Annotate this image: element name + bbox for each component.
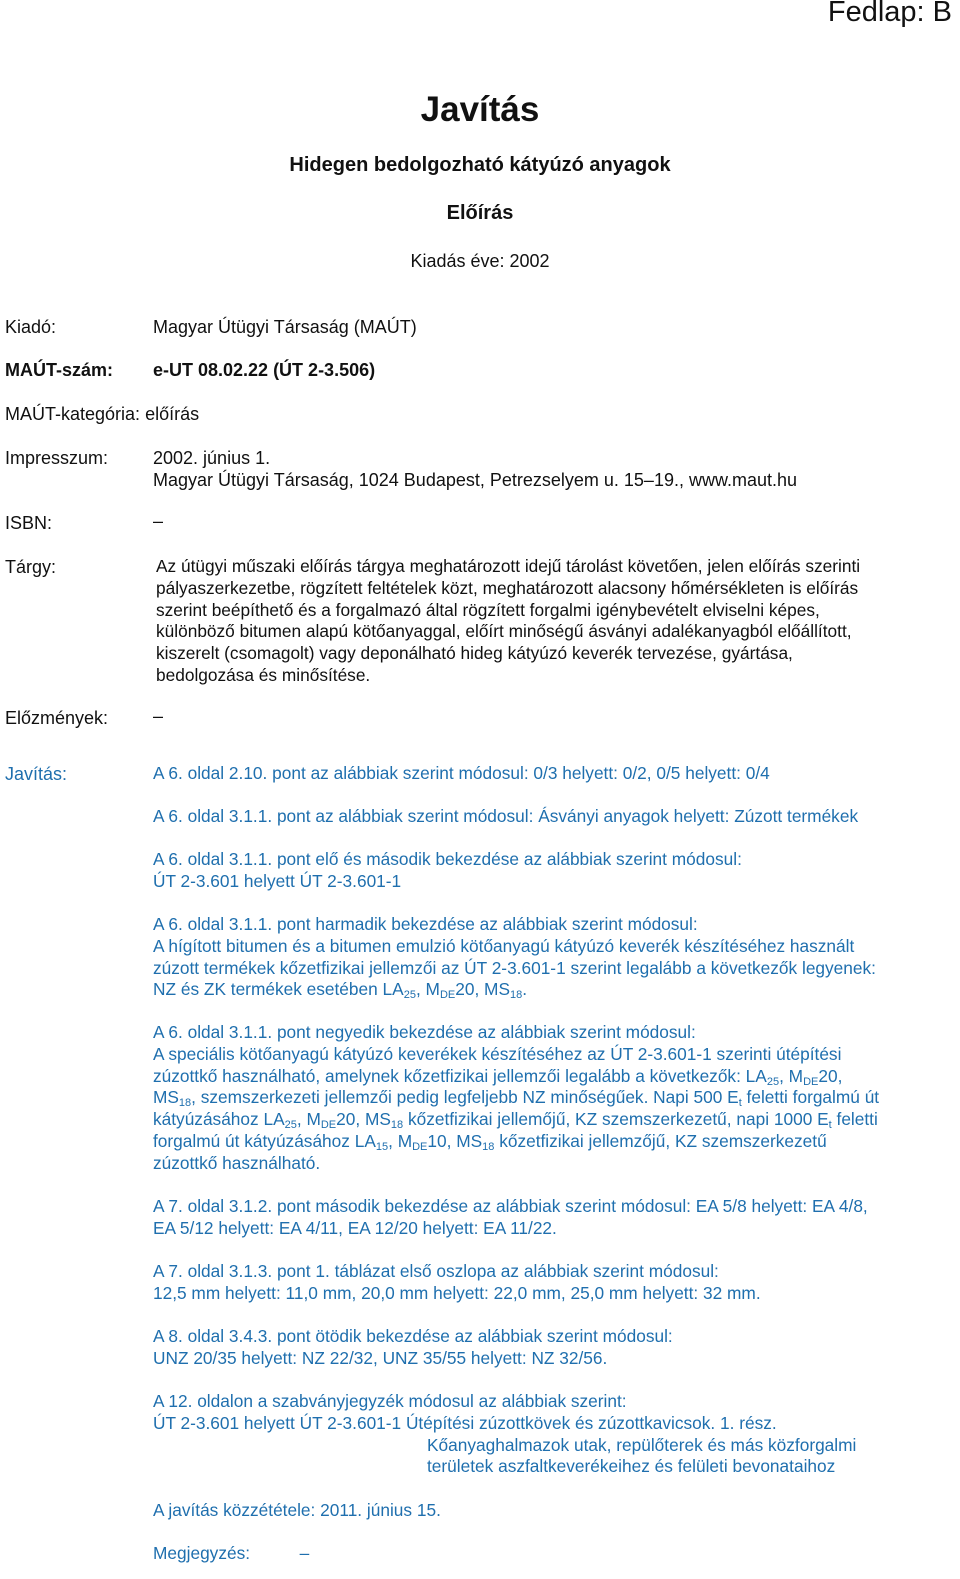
- correction-item-5: [153, 1022, 953, 1175]
- publisher-label: Kiadó:: [5, 317, 57, 337]
- history-value: –: [153, 706, 164, 726]
- corner-label: Fedlap: B: [827, 0, 952, 28]
- history-label: Előzmények:: [5, 708, 109, 728]
- correction-line: A 6. oldal 3.1.1. pont harmadik bekezdése az alábbiak szerint módosul:: [153, 914, 698, 934]
- correction-line: A 6. oldal 3.1.1. pont az alábbiak szerint módosul: Ásványi anyagok helyett: Zúzott termékek: [153, 806, 859, 826]
- correction-line: ÚT 2-3.601 helyett ÚT 2-3.601-1 Útépítési zúzottkövek és zúzottkavicsok. 1. rész.: [153, 1412, 777, 1433]
- correction-item-1: [153, 763, 953, 785]
- subject-line: Az útügyi műszaki előírás tárgya meghatározott idejű tárolást követően, jelen előírás szerinti: [156, 556, 861, 576]
- correction-line: ÚT 2-3.601 helyett ÚT 2-3.601-1: [153, 870, 402, 891]
- correction-line: 12,5 mm helyett: 11,0 mm, 20,0 mm helyett: 22,0 mm, 25,0 mm helyett: 32 mm.: [153, 1282, 761, 1303]
- category-value: előírás: [145, 404, 200, 424]
- subject-text: [156, 556, 946, 687]
- correction-line: Kőanyaghalmazok utak, repülőterek és más közforgalmi: [427, 1434, 857, 1455]
- correction-line: A hígított bitumen és a bitumen emulzió kötőanyagú kátyúzó keverék készítéséhez használt: [153, 935, 855, 956]
- subject-label: Tárgy:: [5, 557, 57, 577]
- correction-line: A 7. oldal 3.1.2. pont második bekezdése az alábbiak szerint módosul: EA 5/8 helyett: EA 4/8,: [153, 1196, 868, 1216]
- correction-line: zúzott termékek kőzetfizikai jellemzői az ÚT 2-3.601-1 szerint legalább a következők legyenek:: [153, 957, 876, 978]
- isbn-label: ISBN:: [5, 513, 53, 533]
- correction-line: területek aszfaltkeverékeihez és felületi bevonataihoz: [427, 1456, 836, 1477]
- correction-label: Javítás:: [5, 764, 68, 784]
- category-row: [5, 403, 199, 425]
- document-number-value: e-UT 08.02.22 (ÚT 2-3.506): [153, 360, 376, 380]
- correction-line: A 7. oldal 3.1.3. pont 1. táblázat első oszlopa az alábbiak szerint módosul:: [153, 1261, 719, 1281]
- publication-date-text: A javítás közzététele: 2011. június 15.: [153, 1500, 441, 1520]
- imprint-label: Impresszum:: [5, 448, 109, 468]
- correction-item-4: [153, 914, 953, 1001]
- note-label: Megjegyzés:: [153, 1543, 251, 1563]
- correction-line: forgalmú út kátyúzásához $LA_{15}$, $M_{DE}10$, $MS_{18}$ kőzetfizikai jellemzőjű, KZ szemszerkezetű: [153, 1130, 827, 1153]
- imprint-date: 2002. június 1.: [153, 448, 271, 468]
- correction-line: zúzottkő használható.: [153, 1152, 321, 1173]
- note-value: –: [299, 1543, 310, 1563]
- publisher-value: Magyar Útügyi Társaság (MAÚT): [153, 317, 417, 337]
- document-number-label: MAÚT-szám:: [5, 360, 114, 380]
- subject-line: különböző bitumen alapú kötőanyaggal, előírt minőségű ásványi adalékanyagból előállított,: [156, 621, 852, 642]
- correction-item-7: [153, 1261, 953, 1305]
- subject-line: bedolgozása és minősítése.: [156, 664, 371, 685]
- subject-line: szerint beépíthető és a forgalmazó által rögzített forgalmi igénybevételt elviselni képes,: [156, 599, 820, 620]
- correction-line: EA 5/12 helyett: EA 4/11, EA 12/20 helyett: EA 11/22.: [153, 1217, 557, 1238]
- correction-line: NZ és ZK termékek esetében $LA_{25}$, $M_{DE}20$, $MS_{18}$.: [153, 979, 528, 1002]
- correction-item-3: [153, 849, 953, 893]
- category-label: MAÚT-kategória:: [5, 404, 141, 424]
- correction-line: A 6. oldal 3.1.1. pont elő és második bekezdése az alábbiak szerint módosul:: [153, 849, 742, 869]
- imprint-address: Magyar Útügyi Társaság, 1024 Budapest, Petrezselyem u. 15–19., www.maut.hu: [153, 470, 798, 490]
- correction-item-8: [153, 1326, 953, 1370]
- correction-line: A 12. oldalon a szabványjegyzék módosul az alábbiak szerint:: [153, 1391, 627, 1411]
- correction-line: $MS_{18}$, szemszerkezeti jellemzői pedig legfeljebb NZ minőségűek. Napi 500 $E_t$ feletti forgalmú út: [153, 1087, 880, 1110]
- subtitle: Hidegen bedolgozható kátyúzó anyagok: [289, 154, 671, 176]
- document-kind: Előírás: [446, 202, 514, 224]
- correction-item-6: [153, 1196, 953, 1240]
- subject-line: pályaszerkezetbe, rögzített feltételek közt, meghatározott alacsony hőmérsékleten is előírás: [156, 577, 859, 598]
- correction-line: A speciális kötőanyagú kátyúzó keverékek készítéséhez az ÚT 2-3.601-1 szerinti útépítési: [153, 1043, 842, 1064]
- correction-line: zúzottkő használható, amelynek kőzetfizikai jellemzői legalább a következők: $LA_{25}$, $M_{DE}20$,: [153, 1065, 843, 1088]
- correction-line: kátyúzásához $LA_{25}$, $M_{DE}20$, $MS_{18}$ kőzetfizikai jellemőjű, KZ szemszerkezetű, napi 1000 $E_t$ feletti: [153, 1109, 878, 1132]
- isbn-value: –: [153, 511, 164, 531]
- note-row: [153, 1543, 953, 1565]
- publication-year: Kiadás éve: 2002: [410, 251, 550, 271]
- correction-line: A 6. oldal 3.1.1. pont negyedik bekezdése az alábbiak szerint módosul:: [153, 1022, 696, 1042]
- publication-date: [153, 1500, 953, 1522]
- page-title: Javítás: [420, 90, 540, 129]
- correction-line: A 6. oldal 2.10. pont az alábbiak szerint módosul: 0/3 helyett: 0/2, 0/5 helyett: 0/4: [153, 763, 770, 783]
- correction-line: UNZ 20/35 helyett: NZ 22/32, UNZ 35/55 helyett: NZ 32/56.: [153, 1347, 608, 1368]
- correction-item-2: [153, 806, 953, 828]
- correction-item-9: [153, 1391, 953, 1478]
- correction-line: A 8. oldal 3.4.3. pont ötödik bekezdése az alábbiak szerint módosul:: [153, 1326, 673, 1346]
- subject-line: kiszerelt (csomagolt) vagy deponálható hideg kátyúzó keverék tervezése, gyártása,: [156, 643, 793, 664]
